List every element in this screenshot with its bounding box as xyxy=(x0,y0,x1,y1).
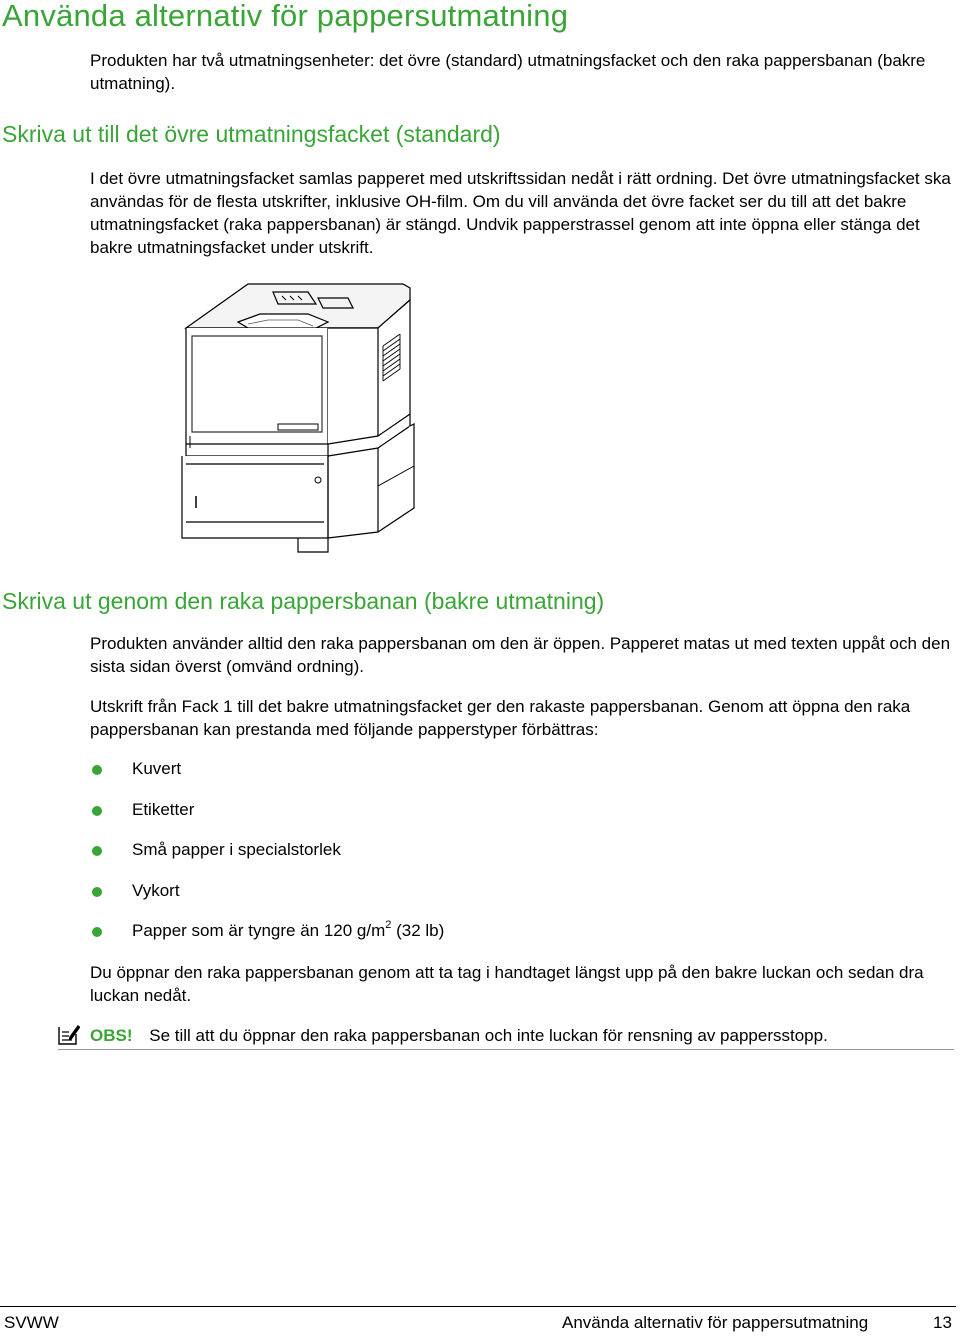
bullet-icon xyxy=(92,846,102,856)
intro-paragraph: Produkten har två utmatningsenheter: det övre (standard) utmatningsfacket och den raka pappersbanan (bakre utmatning). xyxy=(90,51,926,93)
page-number: 13 xyxy=(933,1313,952,1332)
bullet-icon xyxy=(92,765,102,775)
section2-paragraph-3: Du öppnar den raka pappersbanan genom att ta tag i handtaget längst upp på den bakre luckan och sedan dra luckan nedåt. xyxy=(90,963,924,1005)
note-text: Se till att du öppnar den raka pappersbanan och inte luckan för rensning av pappersstopp. xyxy=(149,1026,828,1045)
footer-left: SVWW xyxy=(4,1313,59,1332)
note-label: OBS! xyxy=(90,1026,133,1045)
footer-divider xyxy=(0,1306,956,1307)
bullet-icon xyxy=(92,887,102,897)
bullet-icon xyxy=(92,927,102,937)
note-icon xyxy=(56,1023,80,1047)
page-title: Använda alternativ för pappersutmatning xyxy=(2,0,569,33)
section1-paragraph: I det övre utmatningsfacket samlas papperet med utskriftssidan nedåt i rätt ordning. Det övre utmatningsfacket ska användas för de flesta utskrifter, inklusive OH-film. Om du vill använda det övre facket ser du till att det bakre utmatningsfacket (raka pappersbanan) är stängd. Undvik papperstrassel genom att inte öppna eller stänga det bakre utmatningsfacket under utskrift. xyxy=(90,169,951,257)
printer-illustration xyxy=(178,276,418,554)
footer-title: Använda alternativ för pappersutmatning xyxy=(562,1313,869,1332)
section-title-straight-path: Skriva ut genom den raka pappersbanan (bakre utmatning) xyxy=(2,588,605,614)
note xyxy=(90,1026,828,1046)
section-title-top-bin: Skriva ut till det övre utmatningsfacket (standard) xyxy=(2,121,501,147)
section2-paragraph-1: Produkten använder alltid den raka pappersbanan om den är öppen. Papperet matas ut med texten uppåt och den sista sidan överst (omvänd ordning). xyxy=(90,634,951,676)
note-divider xyxy=(58,1049,954,1050)
section2-paragraph-2: Utskrift från Fack 1 till det bakre utmatningsfacket ger den rakaste pappersbanan. Genom att öppna den raka pappersbanan kan prestanda med följande papperstyper förbättras: xyxy=(90,697,911,739)
bullet-icon xyxy=(92,806,102,816)
